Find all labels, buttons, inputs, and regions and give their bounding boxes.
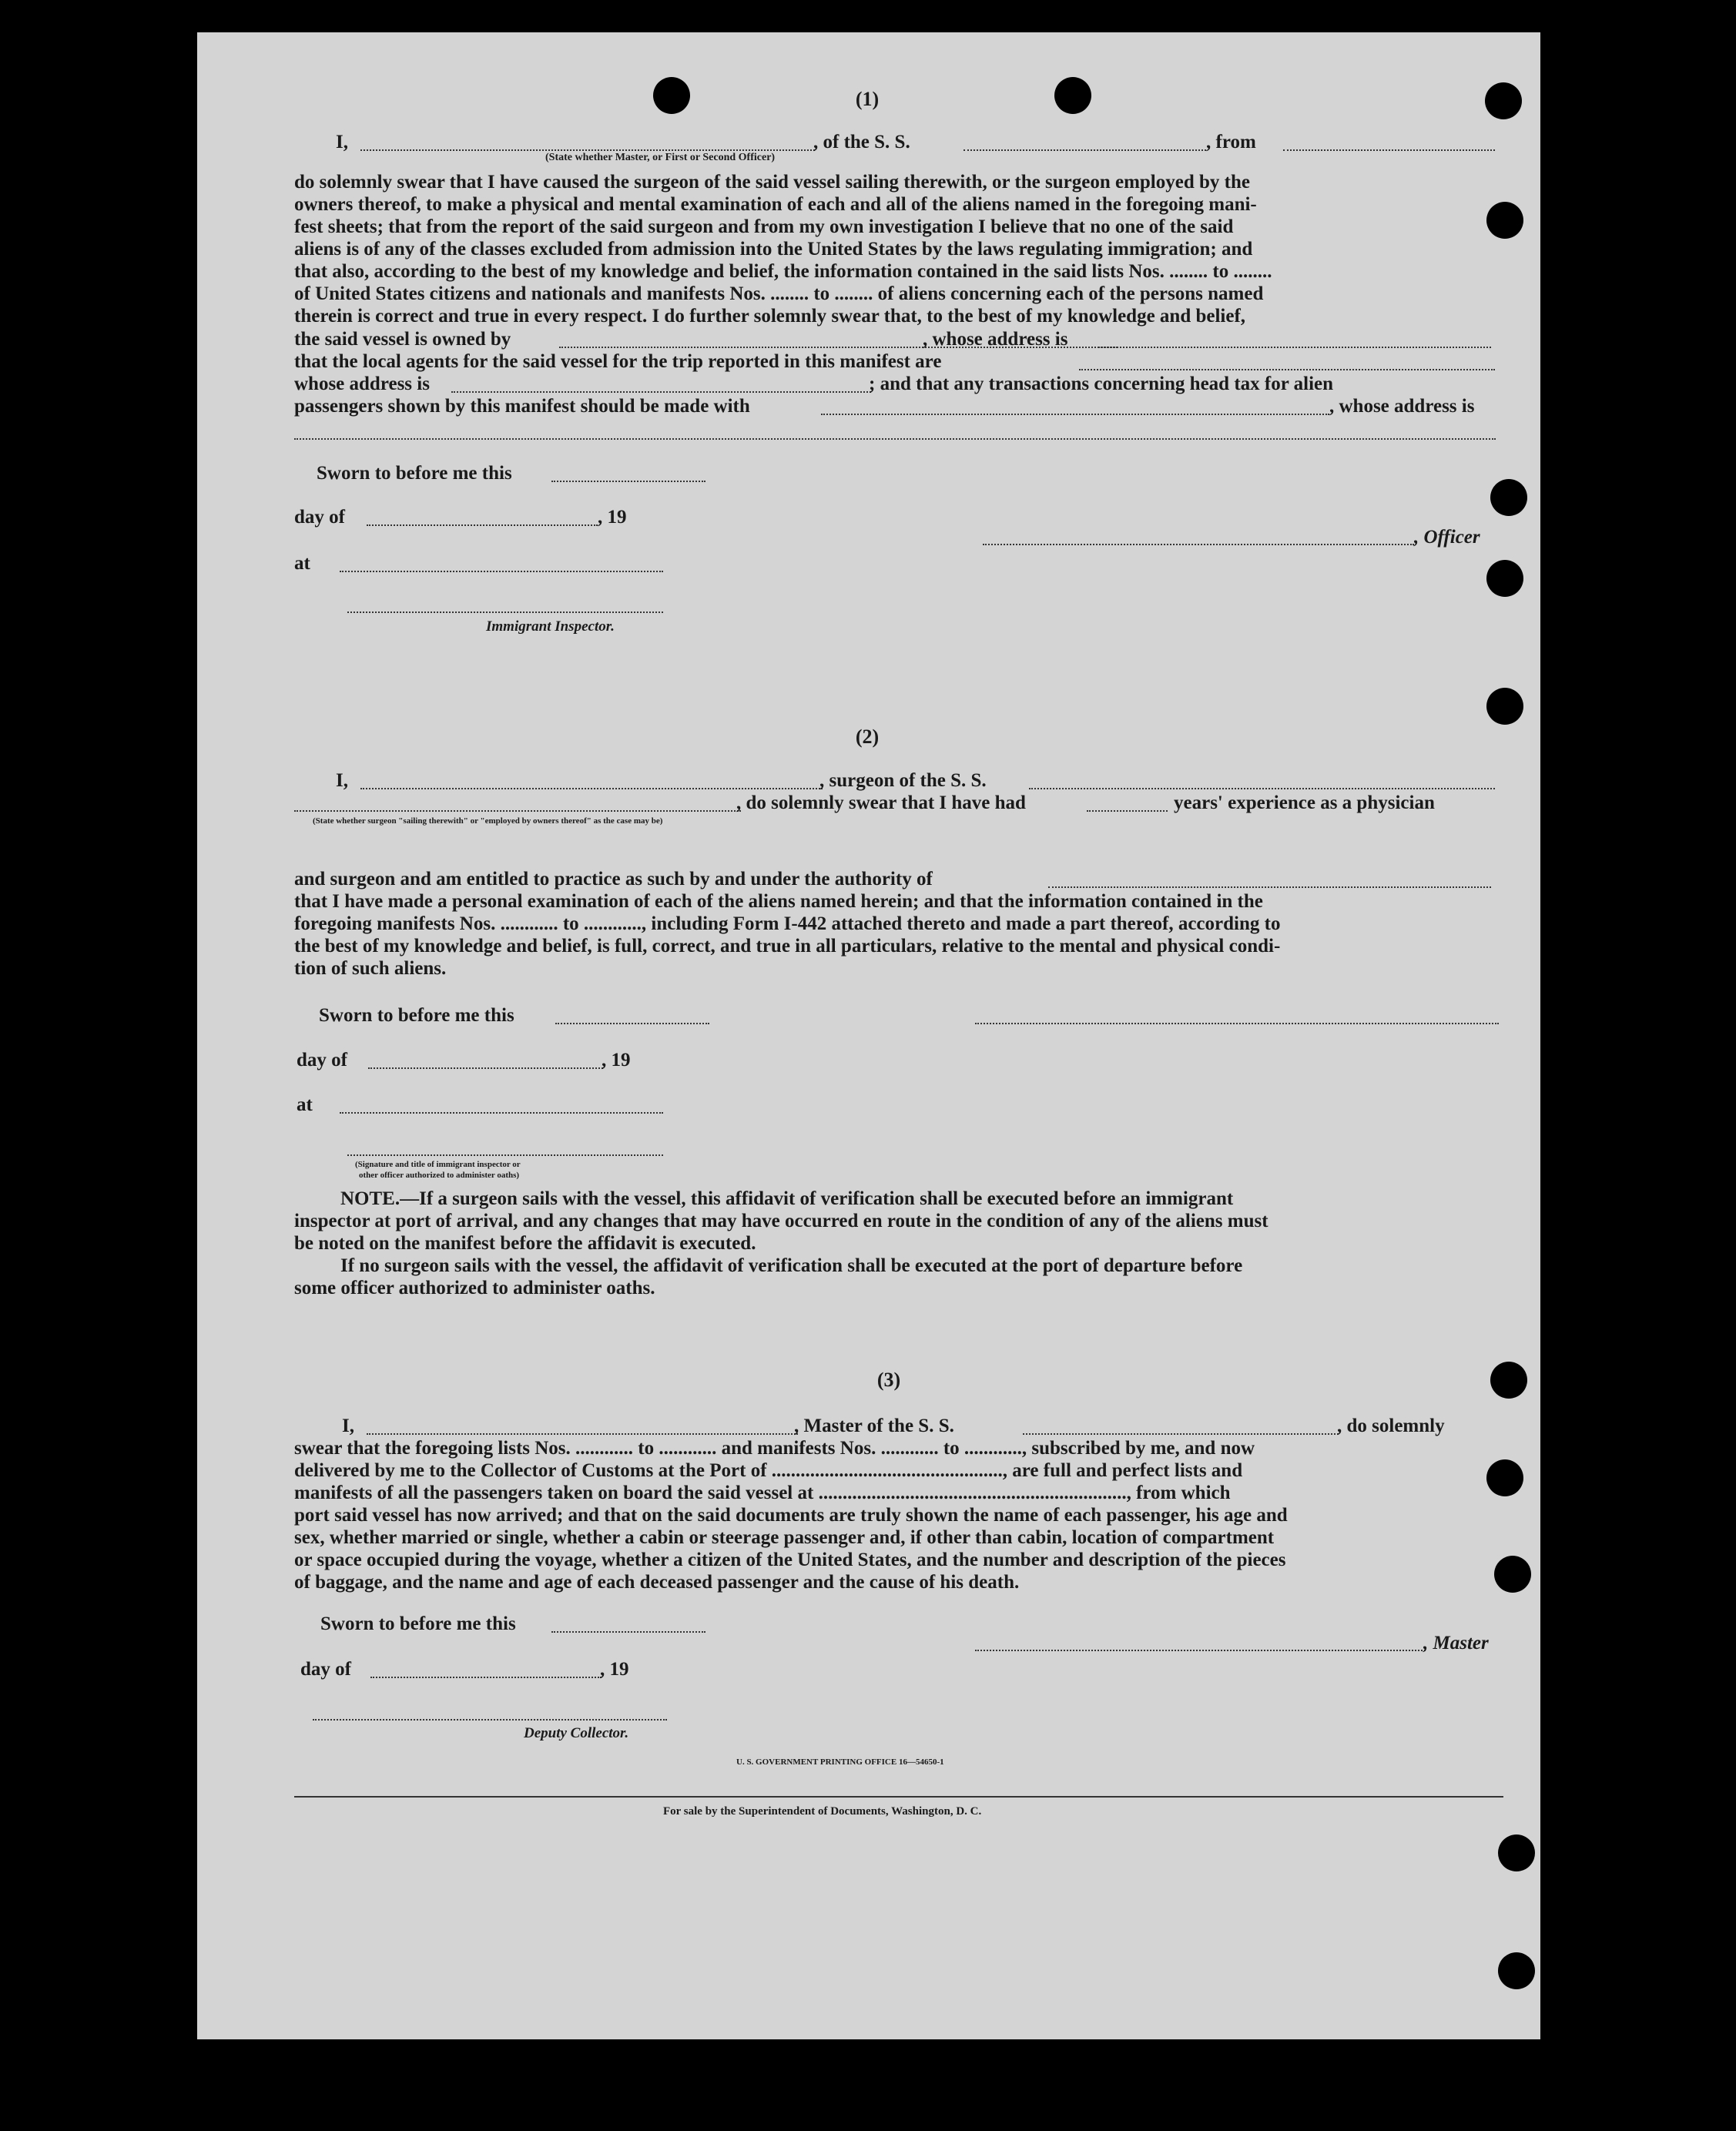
- s1-head-tax-label: ; and that any transactions concerning head tax for alien: [869, 374, 1334, 394]
- s3-para-line: sex, whether married or single, whether a cabin or steerage passenger and, if other than cabin, location of compartment: [294, 1527, 1275, 1548]
- s3-oath-paragraph: [294, 1437, 1500, 1593]
- s3-sworn-label: Sworn to before me this: [320, 1613, 516, 1634]
- s3-month-line[interactable]: [370, 1677, 602, 1678]
- s1-head-tax-party-line[interactable]: [821, 414, 1329, 415]
- punch-hole: [1485, 82, 1522, 119]
- s1-para-line: do solemnly swear that I have caused the surgeon of the said vessel sailing therewith, or the surgeon employed by the: [294, 172, 1250, 193]
- s1-agents-address-line[interactable]: [451, 391, 871, 393]
- s1-officer-name-line[interactable]: [360, 149, 815, 151]
- s1-i-label: I,: [336, 132, 348, 152]
- s1-inspector-label: Immigrant Inspector.: [486, 618, 615, 635]
- s2-years-line[interactable]: [1087, 810, 1168, 812]
- s1-local-agents-line[interactable]: [1079, 369, 1495, 370]
- s3-collector-signature-line[interactable]: [313, 1719, 667, 1721]
- punch-hole: [1486, 560, 1523, 597]
- section-1-number: (1): [855, 88, 880, 110]
- s3-para-line: delivered by me to the Collector of Customs at the Port of ................................................, are full and perfect lists and: [294, 1460, 1243, 1481]
- s2-authority-line[interactable]: [1048, 886, 1491, 888]
- s2-surgeon-type-line[interactable]: [294, 810, 741, 812]
- punch-hole: [1486, 688, 1523, 725]
- s1-local-agents-label: that the local agents for the said vessel for the trip reported in this manifest are: [294, 351, 942, 372]
- s1-inspector-signature-line[interactable]: [347, 611, 663, 613]
- punch-hole: [1498, 1952, 1535, 1989]
- s1-head-tax-address-line[interactable]: [294, 438, 1496, 440]
- s1-owner-address-line[interactable]: [1094, 347, 1491, 348]
- section-2-number: (2): [855, 725, 880, 748]
- punch-hole: [1490, 1362, 1527, 1399]
- footer-imprint: For sale by the Superintendent of Documents, Washington, D. C.: [663, 1805, 982, 1818]
- s3-i-label: I,: [342, 1416, 354, 1436]
- note-line: If no surgeon sails with the vessel, the affidavit of verification shall be executed at the port of departure before: [340, 1255, 1243, 1276]
- s1-oath-paragraph: [294, 171, 1500, 327]
- s2-para-line: tion of such aliens.: [294, 958, 447, 979]
- s1-ship-name-line[interactable]: [964, 149, 1206, 151]
- s1-officer-caption: (State whether Master, or First or Second Officer): [545, 152, 776, 163]
- s1-month-line[interactable]: [367, 524, 598, 526]
- s3-para-line: or space occupied during the voyage, whether a citizen of the United States, and the number and description of the pieces: [294, 1550, 1286, 1570]
- s2-oath-paragraph: [294, 890, 1500, 980]
- s1-of-ss-label: , of the S. S.: [813, 132, 910, 152]
- manifest-back-page: [197, 32, 1540, 2039]
- s1-agents-address-label: whose address is: [294, 374, 430, 394]
- s2-surgeon-signature-line[interactable]: [975, 1023, 1499, 1024]
- s3-master-signature-line[interactable]: [975, 1650, 1426, 1651]
- s1-from-label: , from: [1206, 132, 1256, 152]
- s2-surgeon-name-line[interactable]: [360, 788, 823, 789]
- note-line: be noted on the manifest before the affidavit is executed.: [294, 1233, 756, 1254]
- s3-para-line: port said vessel has now arrived; and that on the said documents are truly shown the name of each passenger, his age and: [294, 1505, 1288, 1526]
- note-line: inspector at port of arrival, and any changes that may have occurred en route in the condition of any of the aliens must: [294, 1211, 1268, 1231]
- footer-rule: [294, 1796, 1503, 1798]
- s3-master-label: , Master: [1423, 1633, 1489, 1654]
- note-paragraph: [294, 1188, 1500, 1299]
- s1-para-line: owners thereof, to make a physical and mental examination of each and all of the aliens named in the foregoing mani-: [294, 194, 1257, 215]
- punch-hole: [1498, 1834, 1535, 1871]
- s1-day-of-label: day of: [294, 507, 345, 528]
- s2-surgeon-of-ss-label: , surgeon of the S. S.: [819, 770, 987, 791]
- section-3-number: (3): [876, 1369, 901, 1391]
- s3-do-solemnly-label: , do solemnly: [1337, 1416, 1445, 1436]
- s3-deputy-collector-label: Deputy Collector.: [524, 1725, 629, 1741]
- note-line: NOTE.—If a surgeon sails with the vessel, this affidavit of verification shall be executed before an immigrant: [340, 1188, 1234, 1209]
- s2-entitled-label: and surgeon and am entitled to practice as such by and under the authority of: [294, 869, 933, 890]
- s3-para-line: swear that the foregoing lists Nos. ............ to ............ and manifests Nos. ............ to ............, subscribed by me, and now: [294, 1438, 1255, 1459]
- s1-sworn-day-line[interactable]: [551, 481, 705, 482]
- s1-para-line: therein is correct and true in every respect. I do further solemnly swear that, to the best of my knowledge and belief,: [294, 306, 1246, 327]
- s2-sworn-day-line[interactable]: [555, 1023, 709, 1024]
- note-line: some officer authorized to administer oaths.: [294, 1278, 655, 1298]
- s1-at-place-line[interactable]: [340, 571, 663, 572]
- s2-para-line: that I have made a personal examination of each of the aliens named herein; and that the information contained in the: [294, 891, 1263, 912]
- s3-day-of-label: day of: [300, 1659, 351, 1680]
- s3-master-name-line[interactable]: [367, 1433, 798, 1435]
- s1-para-line: fest sheets; that from the report of the said surgeon and from my own investigation I believe that no one of the said: [294, 216, 1234, 237]
- s1-at-label: at: [294, 553, 310, 574]
- s2-at-label: at: [297, 1094, 313, 1115]
- s2-day-of-label: day of: [297, 1050, 347, 1071]
- punch-hole: [653, 77, 690, 114]
- s3-master-of-label: , Master of the S. S.: [794, 1416, 954, 1436]
- s3-year-label: , 19: [600, 1659, 629, 1680]
- s1-year-label: , 19: [598, 507, 627, 528]
- s2-surgeon-caption: (State whether surgeon "sailing therewith" or "employed by owners thereof" as the case may be): [313, 816, 663, 826]
- s2-para-line: foregoing manifests Nos. ............ to ............, including Form I-442 attached thereto and made a part thereof, according to: [294, 913, 1281, 934]
- s3-para-line: manifests of all the passengers taken on board the said vessel at ................................................................, from which: [294, 1483, 1231, 1503]
- s2-signature-caption-1: (Signature and title of immigrant inspector or: [355, 1160, 521, 1169]
- s1-whose-address-label-3: , whose address is: [1329, 396, 1475, 417]
- s3-sworn-day-line[interactable]: [551, 1631, 705, 1633]
- s2-sworn-label: Sworn to before me this: [319, 1005, 514, 1026]
- s1-sworn-label: Sworn to before me this: [317, 463, 512, 484]
- s2-signature-caption-2: other officer authorized to administer oaths): [359, 1171, 520, 1180]
- punch-hole: [1486, 1459, 1523, 1496]
- s3-gpo-imprint: U. S. GOVERNMENT PRINTING OFFICE 16—54650-1: [736, 1757, 944, 1767]
- s1-officer-label: , Officer: [1414, 527, 1480, 548]
- s1-from-port-line[interactable]: [1283, 149, 1495, 151]
- s1-officer-signature-line[interactable]: [983, 544, 1414, 545]
- s2-swear-label: , do solemnly swear that I have had: [736, 792, 1026, 813]
- s2-month-line[interactable]: [368, 1067, 603, 1069]
- punch-hole: [1054, 77, 1091, 114]
- s2-para-line: the best of my knowledge and belief, is full, correct, and true in all particulars, relative to the mental and physical condi-: [294, 936, 1281, 957]
- s1-para-line: that also, according to the best of my knowledge and belief, the information contained in the said lists Nos. ........ to ........: [294, 261, 1272, 282]
- s1-para-line: aliens is of any of the classes excluded from admission into the United States by the laws regulating immigration; and: [294, 239, 1253, 260]
- s2-ship-name-line[interactable]: [1029, 788, 1495, 789]
- s1-para-line: of United States citizens and nationals and manifests Nos. ........ to ........ of aliens concerning each of the persons named: [294, 283, 1264, 304]
- s1-owned-by-label: the said vessel is owned by: [294, 329, 511, 350]
- punch-hole: [1486, 202, 1523, 239]
- s2-at-place-line[interactable]: [340, 1112, 663, 1114]
- punch-hole: [1490, 479, 1527, 516]
- s1-whose-address-label: , whose address is: [923, 329, 1068, 350]
- s2-inspector-signature-line[interactable]: [347, 1154, 663, 1156]
- punch-hole: [1494, 1556, 1531, 1593]
- s1-passengers-label: passengers shown by this manifest should be made with: [294, 396, 750, 417]
- s3-para-line: of baggage, and the name and age of each deceased passenger and the cause of his death.: [294, 1572, 1020, 1593]
- s2-year-label: , 19: [602, 1050, 631, 1071]
- s2-i-label: I,: [336, 770, 348, 791]
- s3-ship-name-line[interactable]: [1023, 1433, 1339, 1435]
- s2-years-label: years' experience as a physician: [1174, 792, 1435, 813]
